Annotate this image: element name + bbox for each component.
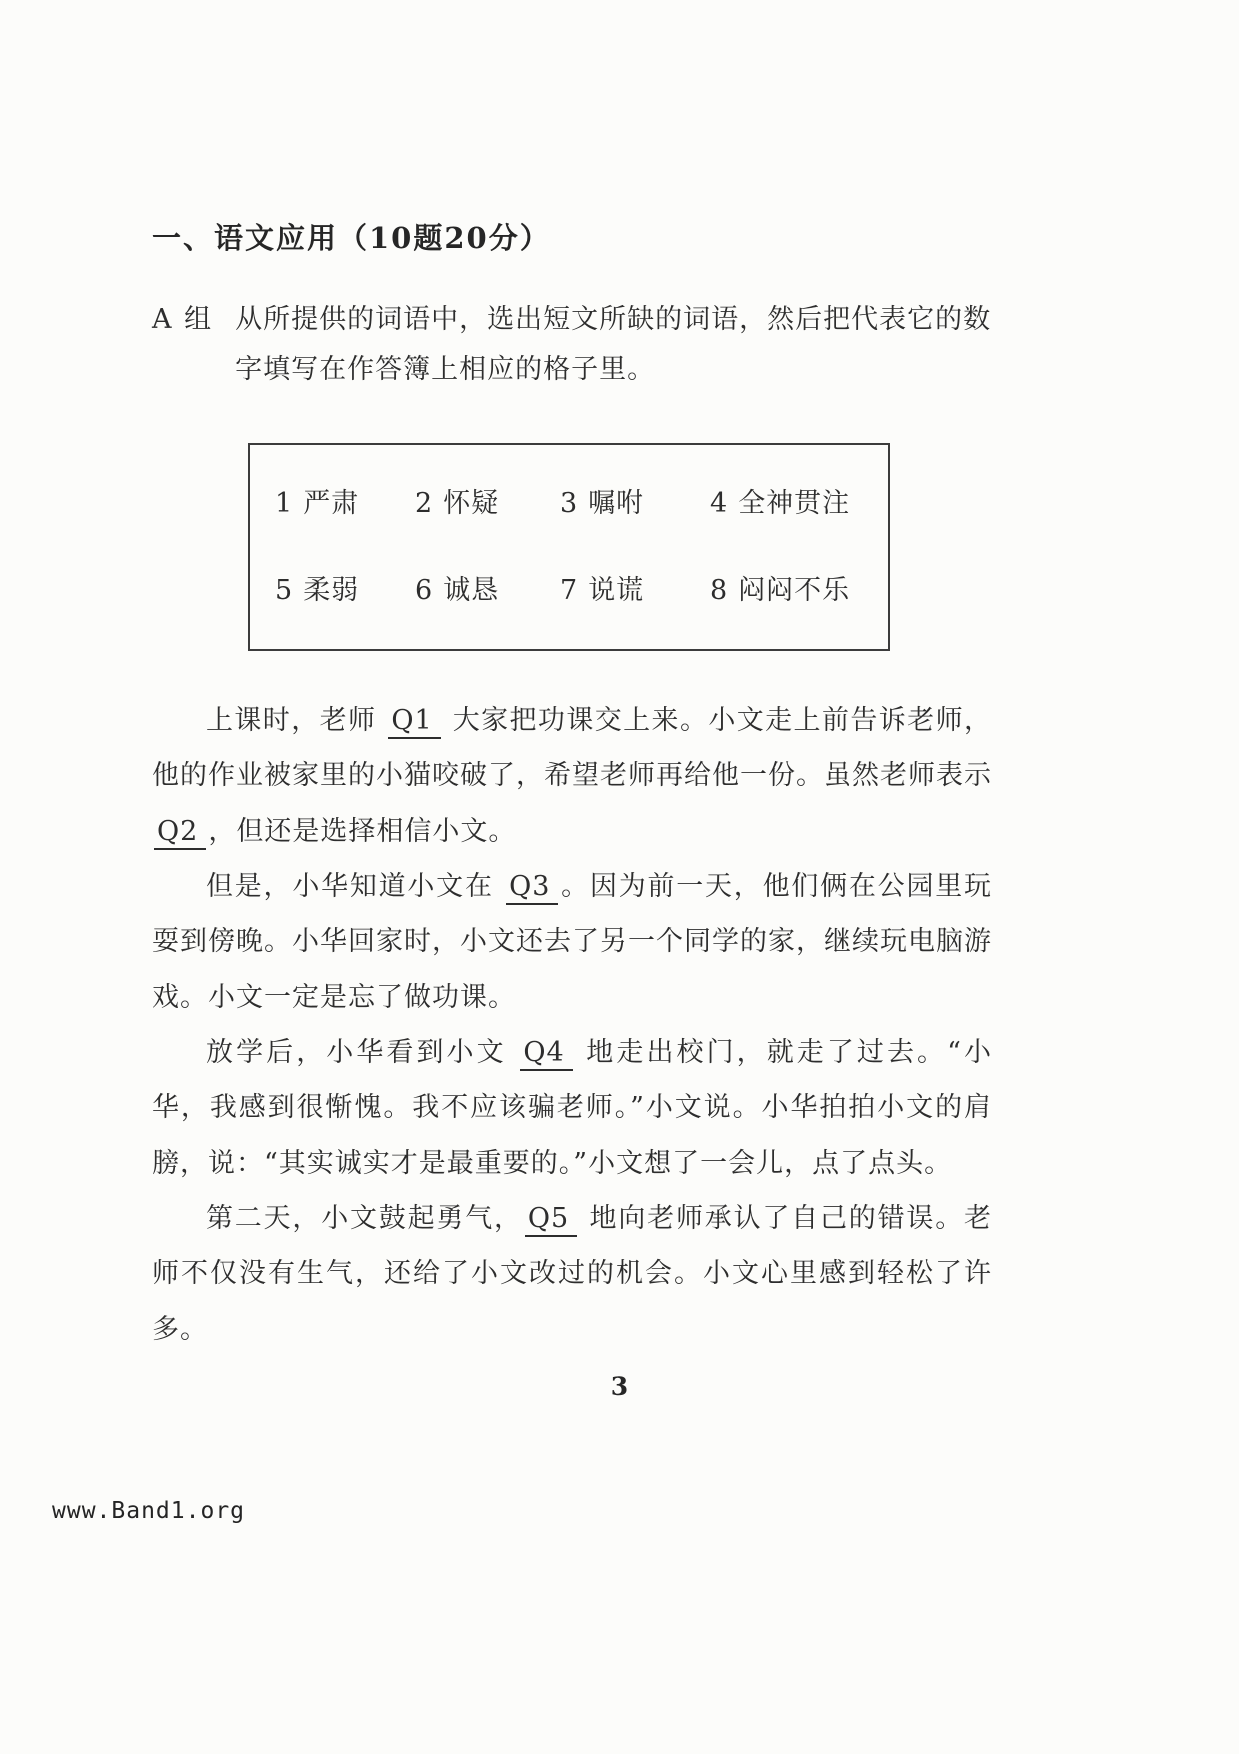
word-option-8 xyxy=(710,568,863,607)
question-blank-q5: Q5 xyxy=(525,1203,577,1237)
option-word: 怀疑 xyxy=(443,487,500,519)
paragraph-text: 放学后，小华看到小文 xyxy=(206,1036,519,1068)
question-blank-q1: Q1 xyxy=(388,705,440,739)
option-word: 全神贯注 xyxy=(738,487,851,519)
page-number: 3 xyxy=(610,1372,629,1401)
option-word: 严肃 xyxy=(303,487,360,519)
paragraph-text: 但是，小华知道小文在 xyxy=(206,870,505,902)
option-number: 2 xyxy=(415,487,434,519)
paragraph-text: 大家把功课交上来。小文走上前告诉老师，他的作业被家里的小猫咬破了，希望老师再给他一份。虽然老师表示 xyxy=(152,704,992,792)
question-blank-q4: Q4 xyxy=(520,1037,572,1071)
passage-paragraph-4 xyxy=(152,1191,992,1357)
paragraph-text: 第二天，小文鼓起勇气， xyxy=(206,1202,523,1234)
paragraph-text: ，但还是选择相信小文。 xyxy=(208,815,517,847)
option-number: 8 xyxy=(710,574,729,606)
option-number: 1 xyxy=(275,487,294,519)
page-title: 一、语文应用（10题20分） xyxy=(152,221,551,255)
instruction-text: 从所提供的词语中，选出短文所缺的词语，然后把代表它的数字填写在作答簿上相应的格子里。 xyxy=(235,304,992,385)
option-word: 闷闷不乐 xyxy=(738,574,851,606)
option-number: 6 xyxy=(415,574,434,606)
question-blank-q3: Q3 xyxy=(506,871,558,905)
word-option-4 xyxy=(710,481,863,520)
passage-paragraph-1 xyxy=(152,693,992,859)
group-label: A 组 xyxy=(152,304,214,335)
paragraph-text: 地走出校门，就走了过去。“小华，我感到很惭愧。我不应该骗老师。”小文说。小华拍拍小文的肩膀，说：“其实诚实才是最重要的。”小文想了一会儿，点了点头。 xyxy=(152,1036,992,1179)
paragraph-text: 。因为前一天，他们俩在公园里玩耍到傍晚。小华回家时，小文还去了另一个同学的家，继续玩电脑游戏。小文一定是忘了做功课。 xyxy=(152,870,992,1013)
paragraph-text: 地向老师承认了自己的错误。老师不仅没有生气，还给了小文改过的机会。小文心里感到轻松了许多。 xyxy=(152,1202,992,1345)
question-blank-q2: Q2 xyxy=(154,816,206,850)
option-word: 说谎 xyxy=(588,574,645,606)
passage-paragraph-2 xyxy=(152,859,992,1025)
option-number: 4 xyxy=(710,487,729,519)
word-option-1 xyxy=(275,481,415,520)
word-option-7 xyxy=(560,568,710,607)
footer-watermark-url: www.Band1.org xyxy=(52,1498,246,1524)
passage-paragraph-3 xyxy=(152,1025,992,1191)
word-options-box xyxy=(248,443,890,651)
word-option-2 xyxy=(415,481,560,520)
option-number: 7 xyxy=(560,574,579,606)
page-content xyxy=(152,216,992,1357)
section-a-instruction xyxy=(152,295,992,395)
word-option-6 xyxy=(415,568,560,607)
paragraph-text: 上课时，老师 xyxy=(206,704,387,736)
option-word: 柔弱 xyxy=(303,574,360,606)
reading-passage xyxy=(152,693,992,1357)
option-number: 3 xyxy=(560,487,579,519)
option-number: 5 xyxy=(275,574,294,606)
option-word: 嘱咐 xyxy=(588,487,645,519)
option-word: 诚恳 xyxy=(443,574,500,606)
word-option-5 xyxy=(275,568,415,607)
word-option-3 xyxy=(560,481,710,520)
